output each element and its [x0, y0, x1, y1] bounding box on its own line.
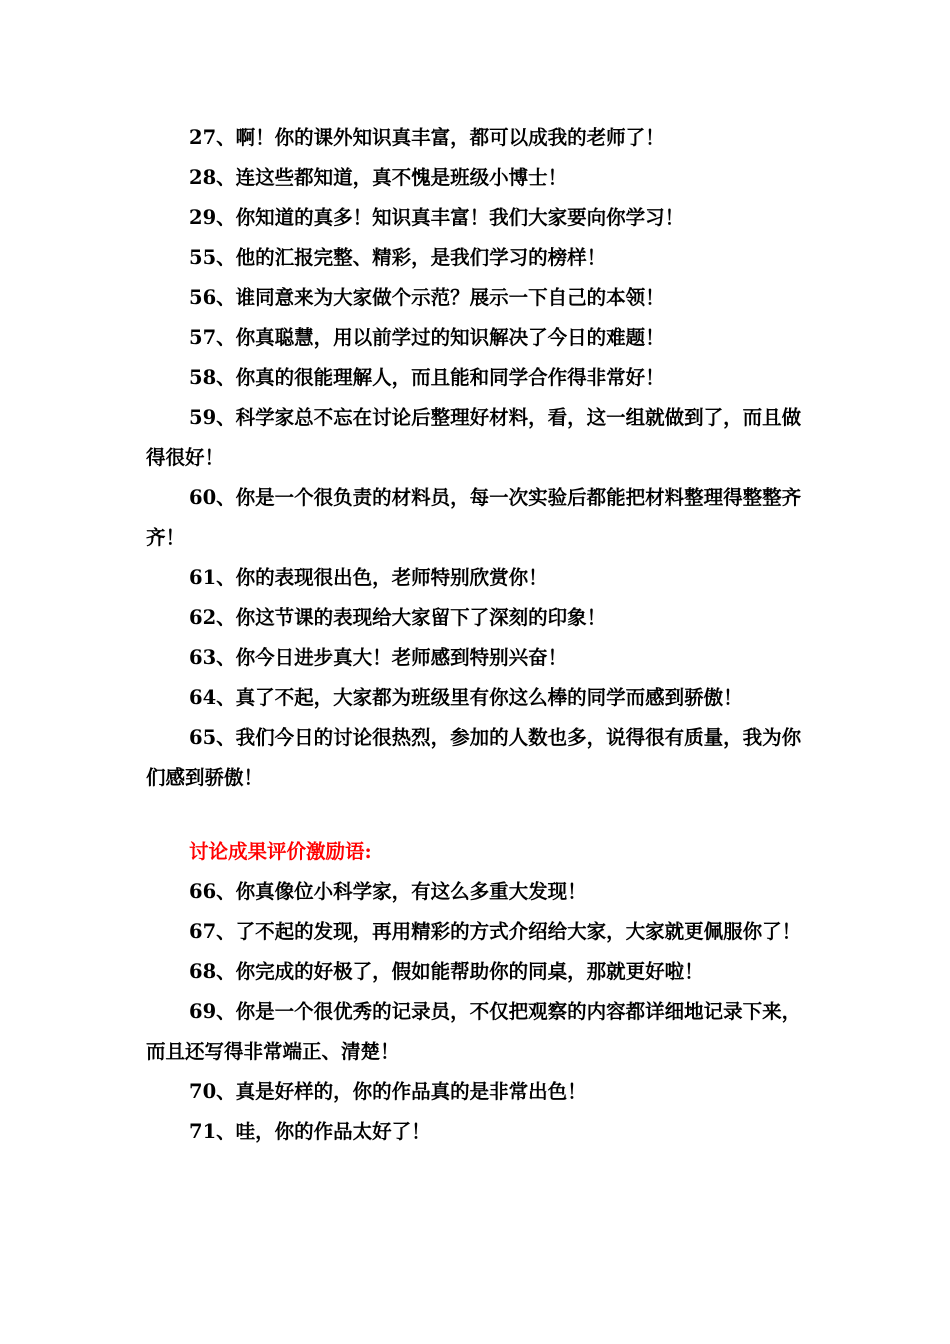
praise-list-1 [146, 118, 806, 798]
list-item: 60、你是一个很负责的材料员，每一次实验后都能把材料整理得整整齐齐！ [146, 486, 802, 549]
list-item: 64、真了不起，大家都为班级里有你这么棒的同学而感到骄傲！ [189, 686, 743, 709]
list-item: 56、谁同意来为大家做个示范？展示一下自己的本领！ [189, 286, 665, 309]
list-item: 55、他的汇报完整、精彩，是我们学习的榜样！ [189, 246, 607, 269]
list-item: 66、你真像位小科学家，有这么多重大发现！ [189, 880, 587, 903]
list-item: 58、你真的很能理解人，而且能和同学合作得非常好！ [189, 366, 665, 389]
list-item: 59、科学家总不忘在讨论后整理好材料，看，这一组就做到了，而且做得很好！ [146, 406, 802, 469]
list-item: 29、你知道的真多！知识真丰富！我们大家要向你学习！ [189, 206, 685, 229]
praise-list-2 [146, 872, 806, 1152]
list-item: 62、你这节课的表现给大家留下了深刻的印象！ [189, 606, 607, 629]
list-item: 69、你是一个很优秀的记录员，不仅把观察的内容都详细地记录下来，而且还写得非常端正、清楚！ [146, 1000, 802, 1063]
list-item: 27、啊！你的课外知识真丰富，都可以成我的老师了！ [189, 126, 665, 149]
list-item: 70、真是好样的，你的作品真的是非常出色！ [189, 1080, 587, 1103]
list-item: 57、你真聪慧，用以前学过的知识解决了今日的难题！ [189, 326, 665, 349]
list-item: 68、你完成的好极了，假如能帮助你的同桌，那就更好啦！ [189, 960, 704, 983]
section-gap [146, 798, 806, 832]
section-heading: 讨论成果评价激励语: [189, 840, 372, 863]
list-item: 71、哇，你的作品太好了！ [189, 1120, 431, 1143]
list-item: 65、我们今日的讨论很热烈，参加的人数也多，说得很有质量，我为你们感到骄傲！ [146, 726, 802, 789]
document-body [146, 118, 806, 1152]
list-item: 61、你的表现很出色，老师特别欣赏你！ [189, 566, 548, 589]
list-item: 67、了不起的发现，再用精彩的方式介绍给大家，大家就更佩服你了！ [189, 920, 802, 943]
list-item: 28、连这些都知道，真不愧是班级小博士！ [189, 166, 568, 189]
list-item: 63、你今日进步真大！老师感到特别兴奋！ [189, 646, 568, 669]
